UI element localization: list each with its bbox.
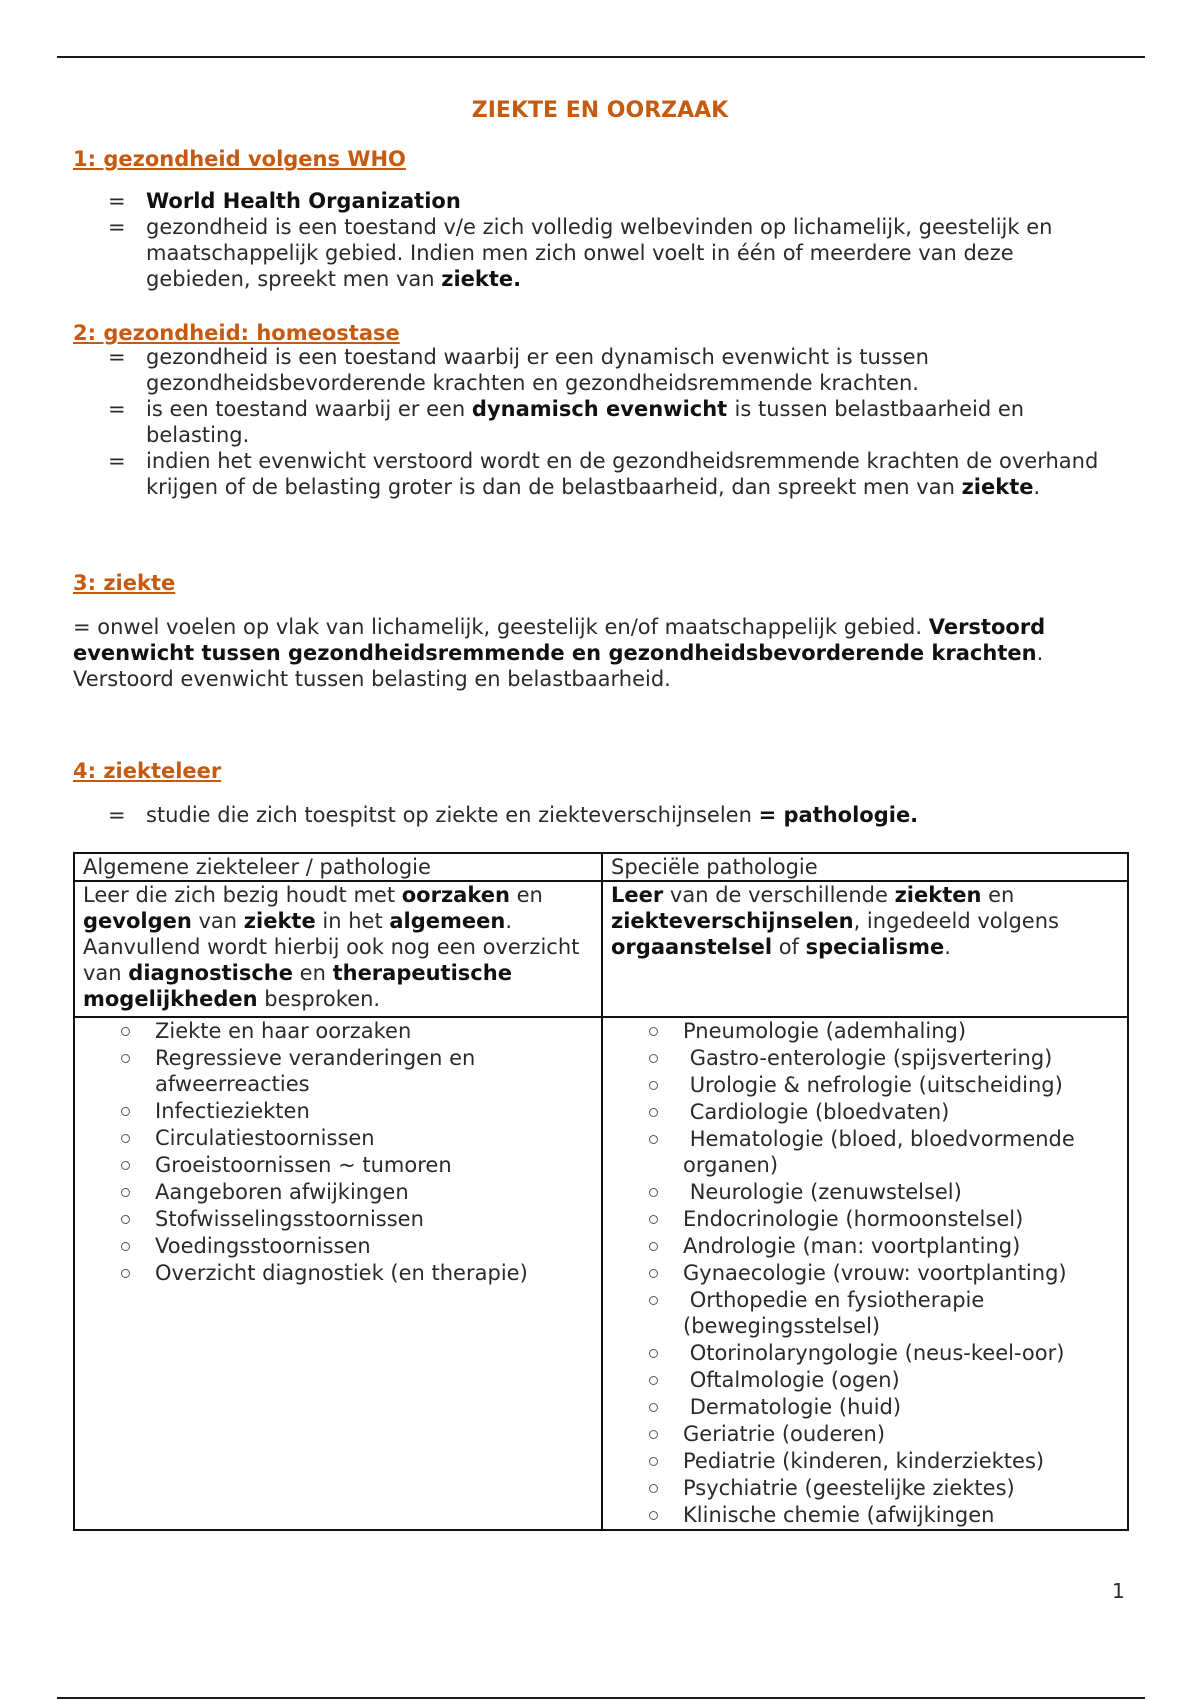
list-item: Ziekte en haar oorzaken: [83, 1018, 593, 1044]
list-item: Pneumologie (ademhaling): [611, 1018, 1119, 1044]
list-item: Gastro-enterologie (spijsvertering): [611, 1045, 1119, 1071]
circle-bullet-icon: [649, 1027, 658, 1036]
equals-bullet: =: [108, 803, 126, 827]
circle-bullet-icon: [649, 1215, 658, 1224]
circle-bullet-icon: [649, 1081, 658, 1090]
circle-bullet-icon: [649, 1511, 658, 1520]
list-item: Hematologie (bloed, bloedvormende organen): [611, 1126, 1119, 1178]
circle-bullet-icon: [121, 1242, 130, 1251]
section-1-list: [108, 188, 1118, 292]
section-2-list: [108, 344, 1118, 500]
list-item: = indien het evenwicht verstoord wordt en de gezondheidsremmende krachten de overhand krijgen of de belasting groter is dan de belastbaarheid, dan spreekt men van ziekte.: [108, 449, 1099, 499]
special-description: Leer van de verschillende ziekten en ziekteverschijnselen, ingedeeld volgens orgaanstelsel of specialisme.: [602, 881, 1128, 1017]
list-item: Cardiologie (bloedvaten): [611, 1099, 1119, 1125]
circle-bullet-icon: [649, 1403, 658, 1412]
general-topics-cell: [74, 1017, 602, 1530]
section-4-heading: 4: ziekteleer: [73, 759, 222, 783]
circle-bullet-icon: [649, 1135, 658, 1144]
circle-bullet-icon: [649, 1457, 658, 1466]
table-list-row: [74, 1017, 1128, 1530]
list-item: = is een toestand waarbij er een dynamisch evenwicht is tussen belastbaarheid en belasting.: [108, 397, 1025, 447]
circle-bullet-icon: [649, 1054, 658, 1063]
top-rule: [57, 56, 1145, 58]
circle-bullet-icon: [121, 1027, 130, 1036]
circle-bullet-icon: [649, 1296, 658, 1305]
section-3-heading: 3: ziekte: [73, 571, 176, 595]
special-topics-cell: [602, 1017, 1128, 1530]
circle-bullet-icon: [649, 1484, 658, 1493]
circle-bullet-icon: [121, 1107, 130, 1116]
list-item: Regressieve veranderingen en afweerreacties: [83, 1045, 593, 1097]
circle-bullet-icon: [121, 1269, 130, 1278]
list-item: Geriatrie (ouderen): [611, 1421, 1119, 1447]
list-item: = gezondheid is een toestand v/e zich volledig welbevinden op lichamelijk, geestelijk en maatschappelijk gebied. Indien men zich onwel voelt in één of meerdere van deze gebieden, spreekt men van ziekte.: [108, 215, 1053, 291]
list-item: Groeistoornissen ~ tumoren: [83, 1152, 593, 1178]
equals-bullet: =: [108, 215, 126, 239]
page-number: 1: [1112, 1579, 1125, 1603]
list-item: Neurologie (zenuwstelsel): [611, 1179, 1119, 1205]
special-topics-list: [611, 1018, 1119, 1528]
circle-bullet-icon: [121, 1054, 130, 1063]
list-item: Stofwisselingsstoornissen: [83, 1206, 593, 1232]
section-4-list: [108, 802, 1118, 828]
circle-bullet-icon: [121, 1134, 130, 1143]
list-item: Orthopedie en fysiotherapie (bewegingsstelsel): [611, 1287, 1119, 1339]
list-item: Voedingsstoornissen: [83, 1233, 593, 1259]
list-item: Psychiatrie (geestelijke ziektes): [611, 1475, 1119, 1501]
equals-bullet: =: [108, 449, 126, 473]
list-item: Infectieziekten: [83, 1098, 593, 1124]
list-item: Otorinolaryngologie (neus-keel-oor): [611, 1340, 1119, 1366]
list-item: Gynaecologie (vrouw: voortplanting): [611, 1260, 1119, 1286]
list-item: Dermatologie (huid): [611, 1394, 1119, 1420]
table-header-general: Algemene ziekteleer / pathologie: [74, 853, 602, 881]
general-topics-list: [83, 1018, 593, 1286]
circle-bullet-icon: [649, 1430, 658, 1439]
list-item: = gezondheid is een toestand waarbij er een dynamisch evenwicht is tussen gezondheidsbevorderende krachten en gezondheidsremmende krachten.: [108, 345, 929, 395]
list-item: Pediatrie (kinderen, kinderziektes): [611, 1448, 1119, 1474]
list-item: Oftalmologie (ogen): [611, 1367, 1119, 1393]
who-name: World Health Organization: [146, 189, 461, 213]
circle-bullet-icon: [121, 1215, 130, 1224]
table-description-row: [74, 881, 1128, 1017]
bottom-rule: [57, 1697, 1145, 1699]
section-2-heading: 2: gezondheid: homeostase: [73, 321, 400, 345]
list-item: = studie die zich toespitst op ziekte en ziekteverschijnselen = pathologie.: [108, 803, 919, 827]
pathology-table: [73, 852, 1129, 1531]
circle-bullet-icon: [121, 1161, 130, 1170]
circle-bullet-icon: [649, 1242, 658, 1251]
list-item: Overzicht diagnostiek (en therapie): [83, 1260, 593, 1286]
general-description: Leer die zich bezig houdt met oorzaken en gevolgen van ziekte in het algemeen. Aanvullend wordt hierbij ook nog een overzicht van diagnostische en therapeutische mogelijkheden besproken.: [74, 881, 602, 1017]
list-item: Endocrinologie (hormoonstelsel): [611, 1206, 1119, 1232]
equals-bullet: =: [108, 189, 126, 213]
table-header-special: Speciële pathologie: [602, 853, 1128, 881]
equals-bullet: =: [108, 397, 126, 421]
table-header-row: [74, 853, 1128, 881]
list-item: Aangeboren afwijkingen: [83, 1179, 593, 1205]
list-item: Circulatiestoornissen: [83, 1125, 593, 1151]
equals-bullet: =: [108, 345, 126, 369]
circle-bullet-icon: [649, 1349, 658, 1358]
list-item: Urologie & nefrologie (uitscheiding): [611, 1072, 1119, 1098]
section-3-paragraph: = onwel voelen op vlak van lichamelijk, geestelijk en/of maatschappelijk gebied. Verstoord evenwicht tussen gezondheidsremmende en gezondheidsbevorderende krachten. Verstoord evenwicht tussen belasting en belastbaarheid.: [73, 615, 1046, 691]
circle-bullet-icon: [649, 1188, 658, 1197]
circle-bullet-icon: [649, 1269, 658, 1278]
circle-bullet-icon: [649, 1376, 658, 1385]
circle-bullet-icon: [649, 1108, 658, 1117]
page-title: ZIEKTE EN OORZAAK: [471, 98, 729, 123]
circle-bullet-icon: [121, 1188, 130, 1197]
list-item: Andrologie (man: voortplanting): [611, 1233, 1119, 1259]
list-item: [108, 188, 1118, 214]
list-item: Klinische chemie (afwijkingen: [611, 1502, 1119, 1528]
section-1-heading: 1: gezondheid volgens WHO: [73, 147, 406, 171]
